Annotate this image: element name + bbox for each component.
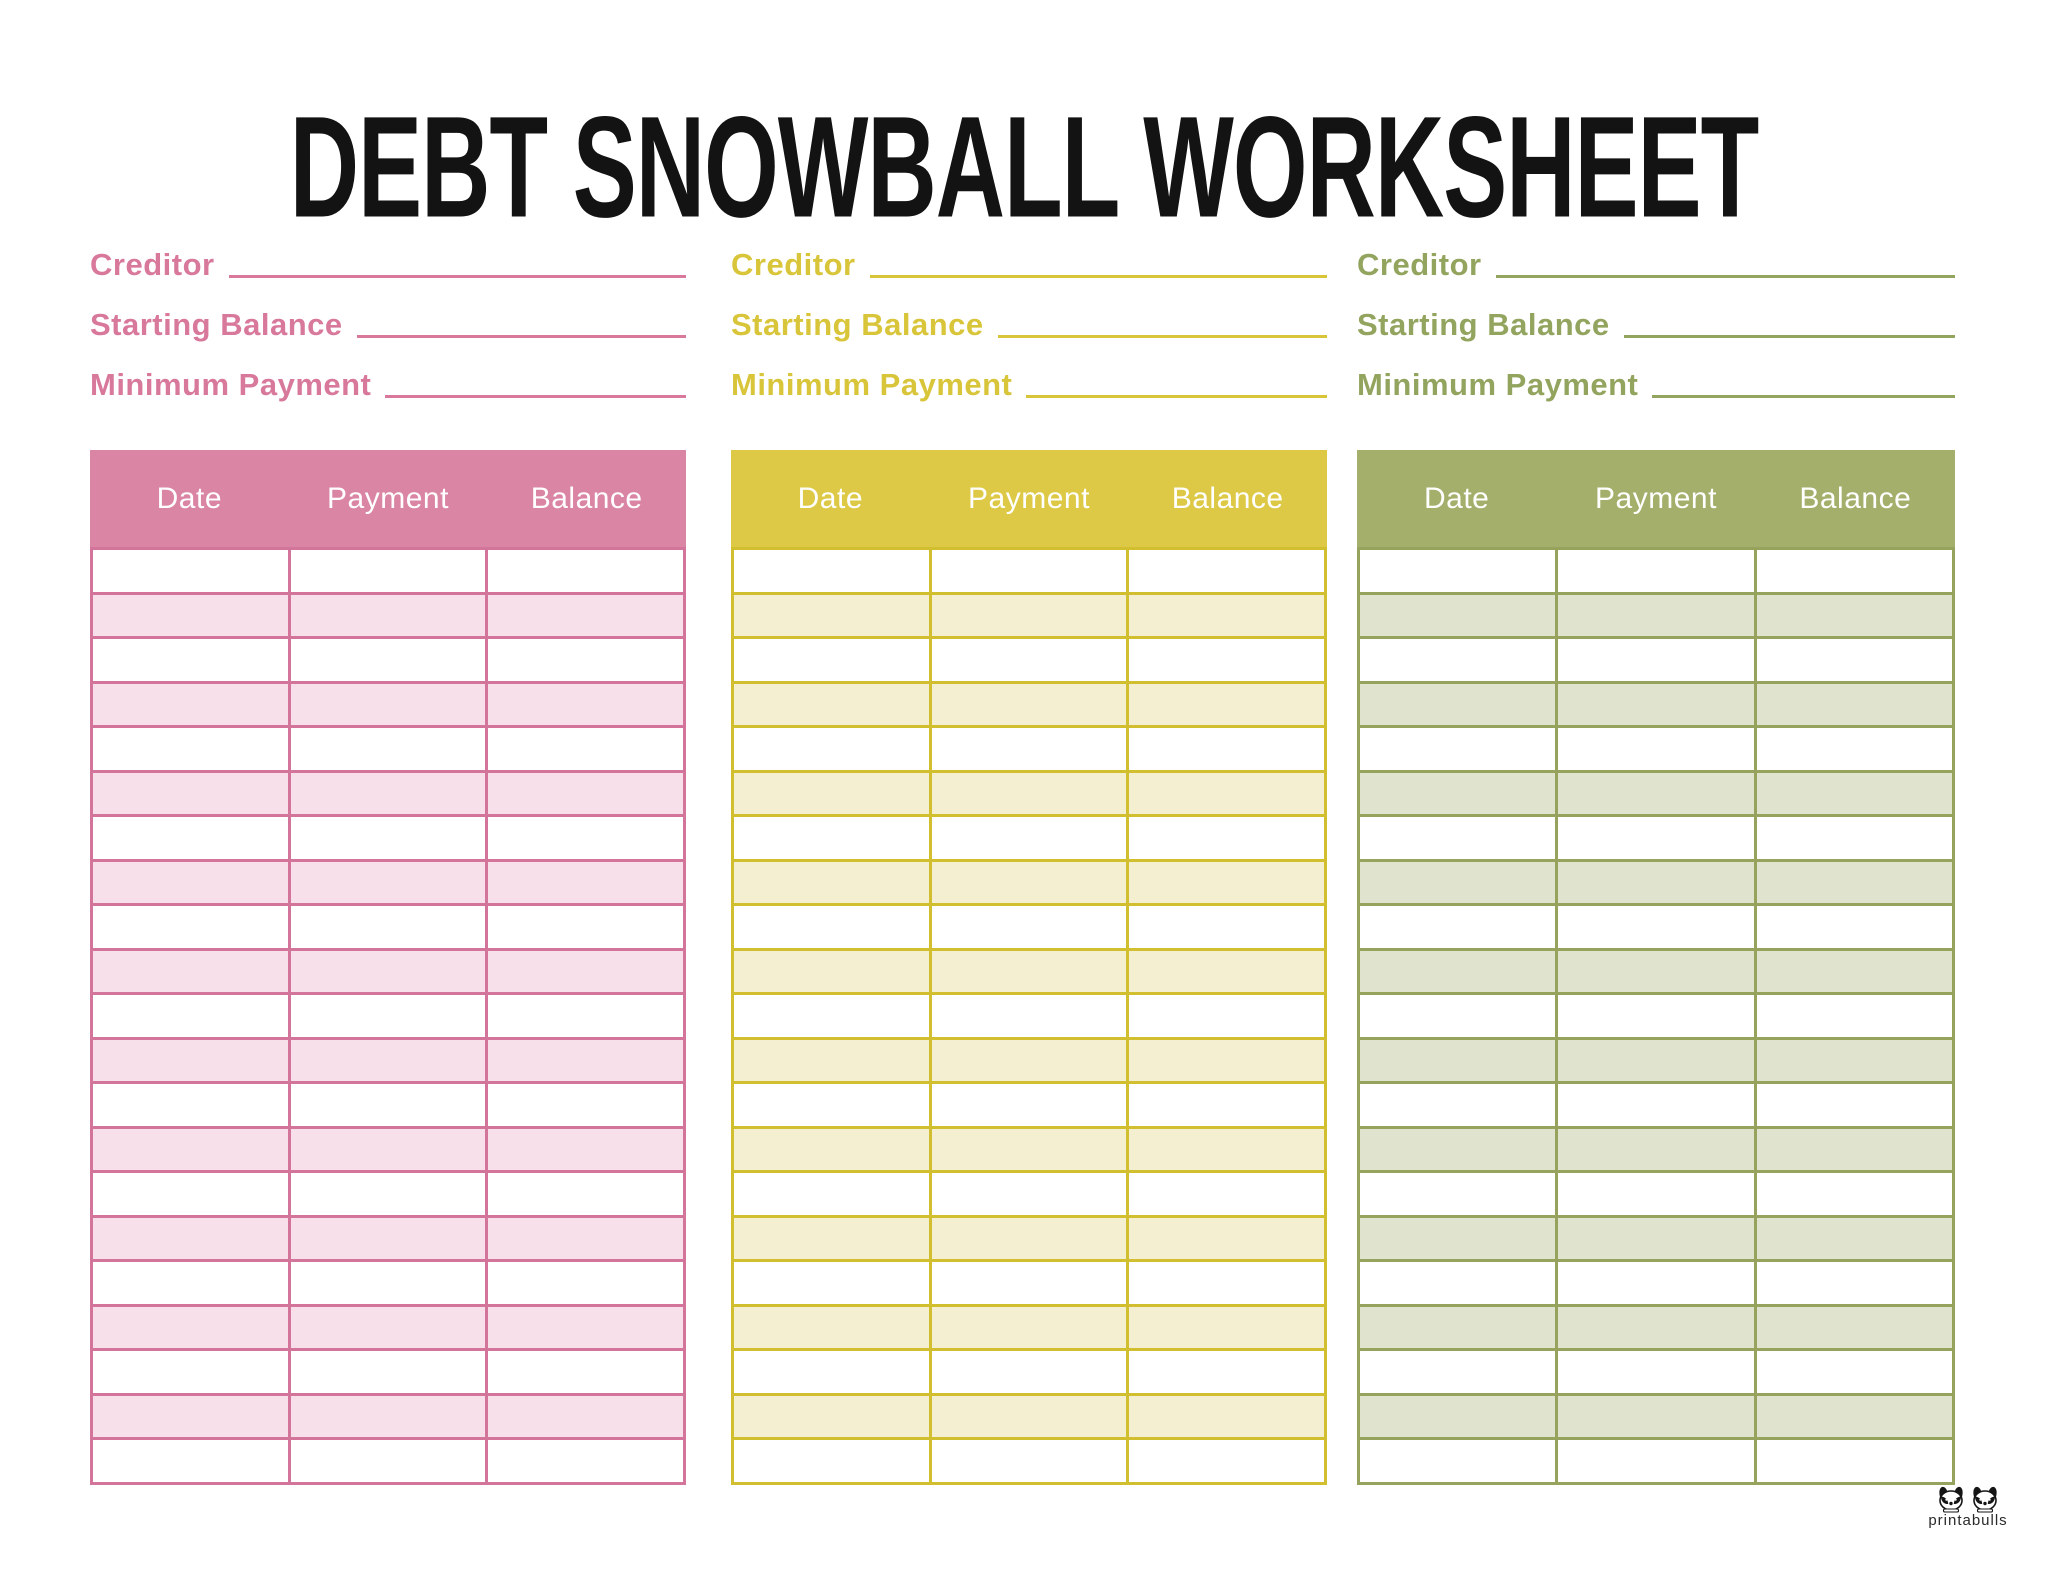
table-cell <box>932 1173 1127 1215</box>
table-cell <box>488 817 683 859</box>
table-cell <box>1757 1307 1952 1349</box>
table-cell <box>488 1218 683 1260</box>
table-cell <box>1757 550 1952 592</box>
table-cell <box>488 951 683 993</box>
table-cell <box>1558 862 1753 904</box>
table-cell <box>1558 906 1753 948</box>
table-cell <box>488 995 683 1037</box>
table-cell <box>93 1262 288 1304</box>
table-cell <box>488 1084 683 1126</box>
debt-column-1 <box>90 240 686 1485</box>
table-cell <box>932 595 1127 637</box>
table-cell <box>93 951 288 993</box>
page-title: DEBT SNOWBALL WORKSHEET <box>289 87 1759 248</box>
table-cell <box>1360 1040 1555 1082</box>
table-cell <box>1129 684 1324 726</box>
table-cell <box>932 1396 1127 1438</box>
table-cell <box>93 1218 288 1260</box>
table-cell <box>488 1262 683 1304</box>
table-cell <box>1757 595 1952 637</box>
table-cell <box>488 1040 683 1082</box>
table-cell <box>1129 951 1324 993</box>
table-cell <box>291 1307 486 1349</box>
table-cell <box>93 1396 288 1438</box>
table-cell <box>734 1262 929 1304</box>
table-cell <box>488 862 683 904</box>
table-cell <box>1129 550 1324 592</box>
table-cell <box>488 595 683 637</box>
table-cell <box>1129 728 1324 770</box>
table-cell <box>932 1040 1127 1082</box>
table-cell <box>93 684 288 726</box>
table-cell <box>291 1218 486 1260</box>
table-cell <box>1558 1173 1753 1215</box>
table-cell <box>488 1351 683 1393</box>
table-cell <box>734 684 929 726</box>
table-cell <box>932 995 1127 1037</box>
table-cell <box>734 1396 929 1438</box>
table-cell <box>1129 595 1324 637</box>
table-cell <box>932 906 1127 948</box>
starting-balance-field <box>731 300 1327 342</box>
table-cell <box>1129 906 1324 948</box>
table-cell <box>488 1440 683 1482</box>
table-cell <box>93 995 288 1037</box>
table-cell <box>291 728 486 770</box>
table-cell <box>1360 550 1555 592</box>
table-cell <box>734 1218 929 1260</box>
table-cell <box>734 1129 929 1171</box>
table-cell <box>932 951 1127 993</box>
table-cell <box>1129 1440 1324 1482</box>
table-cell <box>291 1262 486 1304</box>
table-cell <box>488 1307 683 1349</box>
table-cell <box>291 550 486 592</box>
table-cell <box>291 1351 486 1393</box>
table-cell <box>1129 1173 1324 1215</box>
table-cell <box>932 862 1127 904</box>
debt-column-2 <box>731 240 1327 1485</box>
col-header-date: Date <box>156 481 223 515</box>
table-cell <box>93 1084 288 1126</box>
table-cell <box>1757 728 1952 770</box>
debt-column-3 <box>1357 240 1955 1485</box>
starting-balance-field <box>90 300 686 342</box>
table-cell <box>734 1040 929 1082</box>
table-cell <box>1360 906 1555 948</box>
minimum-payment-fill-line <box>1652 395 1955 398</box>
table-cell <box>1360 728 1555 770</box>
starting-balance-fill-line <box>998 335 1327 338</box>
table-cell <box>1360 1262 1555 1304</box>
table-cell <box>291 817 486 859</box>
table-body <box>731 547 1327 1485</box>
table-cell <box>1757 951 1952 993</box>
table-cell <box>1558 1218 1753 1260</box>
table-cell <box>93 550 288 592</box>
table-cell <box>93 595 288 637</box>
table-cell <box>1129 995 1324 1037</box>
table-cell <box>1129 1040 1324 1082</box>
col-header-date: Date <box>797 481 864 515</box>
table-cell <box>734 550 929 592</box>
table-cell <box>291 951 486 993</box>
table-cell <box>1757 1084 1952 1126</box>
table-cell <box>1129 862 1324 904</box>
table-cell <box>932 1218 1127 1260</box>
table-cell <box>1757 817 1952 859</box>
table-cell <box>93 906 288 948</box>
table-cell <box>1360 1173 1555 1215</box>
table-cell <box>932 773 1127 815</box>
starting-balance-fill-line <box>1624 335 1955 338</box>
creditor-fill-line <box>229 275 686 278</box>
creditor-fill-line <box>870 275 1327 278</box>
table-cell <box>932 1307 1127 1349</box>
table-cell <box>1558 1396 1753 1438</box>
table-cell <box>1558 728 1753 770</box>
table-cell <box>1129 1307 1324 1349</box>
table-cell <box>1129 817 1324 859</box>
table-cell <box>734 906 929 948</box>
table-cell <box>1129 1129 1324 1171</box>
table-cell <box>1360 1218 1555 1260</box>
table-cell <box>1129 1396 1324 1438</box>
table-cell <box>734 728 929 770</box>
table-cell <box>1129 1262 1324 1304</box>
table-cell <box>1558 1040 1753 1082</box>
creditor-field <box>731 240 1327 282</box>
table-cell <box>734 1307 929 1349</box>
table-header-row <box>1357 450 1955 547</box>
table-cell <box>291 595 486 637</box>
table-cell <box>1757 995 1952 1037</box>
table-cell <box>1757 773 1952 815</box>
table-cell <box>734 1351 929 1393</box>
table-cell <box>291 1129 486 1171</box>
table-cell <box>932 1262 1127 1304</box>
table-cell <box>1757 1262 1952 1304</box>
table-cell <box>1360 1440 1555 1482</box>
table-cell <box>1757 906 1952 948</box>
table-cell <box>1757 862 1952 904</box>
table-cell <box>93 1173 288 1215</box>
table-cell <box>1558 817 1753 859</box>
table-cell <box>1360 684 1555 726</box>
table-cell <box>734 862 929 904</box>
table-cell <box>1360 862 1555 904</box>
table-cell <box>1558 1351 1753 1393</box>
table-header-row <box>90 450 686 547</box>
table-cell <box>1558 1084 1753 1126</box>
col-header-balance: Balance <box>530 481 643 515</box>
table-cell <box>488 1129 683 1171</box>
col-header-payment: Payment <box>968 481 1090 515</box>
printabulls-logo-text: printabulls <box>1928 1512 2008 1529</box>
col-header-payment: Payment <box>1595 481 1717 515</box>
table-cell <box>93 1040 288 1082</box>
table-cell <box>291 639 486 681</box>
table-cell <box>93 862 288 904</box>
table-cell <box>1360 817 1555 859</box>
col-header-balance: Balance <box>1799 481 1912 515</box>
table-cell <box>1757 1218 1952 1260</box>
table-cell <box>93 639 288 681</box>
table-cell <box>93 1129 288 1171</box>
table-cell <box>1360 995 1555 1037</box>
table-cell <box>1558 995 1753 1037</box>
table-cell <box>932 1351 1127 1393</box>
table-cell <box>932 817 1127 859</box>
minimum-payment-field <box>1357 360 1955 402</box>
table-cell <box>1360 951 1555 993</box>
table-cell <box>1558 773 1753 815</box>
table-cell <box>291 684 486 726</box>
table-cell <box>291 1173 486 1215</box>
minimum-payment-fill-line <box>385 395 686 398</box>
minimum-payment-label: Minimum Payment <box>731 367 1013 402</box>
table-cell <box>488 550 683 592</box>
minimum-payment-label: Minimum Payment <box>1357 367 1639 402</box>
table-cell <box>1757 1351 1952 1393</box>
creditor-field <box>1357 240 1955 282</box>
table-cell <box>1757 1129 1952 1171</box>
table-cell <box>734 639 929 681</box>
table-cell <box>291 906 486 948</box>
table-cell <box>1757 1440 1952 1482</box>
table-cell <box>488 906 683 948</box>
creditor-label: Creditor <box>90 247 215 282</box>
table-cell <box>734 951 929 993</box>
table-cell <box>488 1396 683 1438</box>
minimum-payment-field <box>90 360 686 402</box>
col-header-date: Date <box>1423 481 1490 515</box>
table-cell <box>1558 1440 1753 1482</box>
table-cell <box>932 550 1127 592</box>
table-cell <box>291 995 486 1037</box>
table-cell <box>93 1440 288 1482</box>
table-cell <box>1558 1307 1753 1349</box>
table-cell <box>93 728 288 770</box>
minimum-payment-fill-line <box>1026 395 1327 398</box>
creditor-fill-line <box>1496 275 1955 278</box>
table-cell <box>932 639 1127 681</box>
table-cell <box>1360 1307 1555 1349</box>
table-cell <box>291 862 486 904</box>
table-cell <box>1129 1218 1324 1260</box>
table-cell <box>1558 951 1753 993</box>
table-header-row <box>731 450 1327 547</box>
table-body <box>1357 547 1955 1485</box>
table-cell <box>291 1396 486 1438</box>
creditor-field <box>90 240 686 282</box>
table-cell <box>734 1440 929 1482</box>
starting-balance-field <box>1357 300 1955 342</box>
table-cell <box>1757 684 1952 726</box>
creditor-label: Creditor <box>1357 247 1482 282</box>
payment-table <box>731 450 1327 1485</box>
two-bulldogs-icon <box>1935 1483 2001 1513</box>
table-cell <box>734 1173 929 1215</box>
table-cell <box>1558 639 1753 681</box>
table-cell <box>488 728 683 770</box>
minimum-payment-label: Minimum Payment <box>90 367 372 402</box>
creditor-label: Creditor <box>731 247 856 282</box>
table-cell <box>93 773 288 815</box>
table-cell <box>1360 595 1555 637</box>
table-cell <box>1360 639 1555 681</box>
table-cell <box>734 995 929 1037</box>
table-cell <box>93 817 288 859</box>
table-cell <box>1129 639 1324 681</box>
table-cell <box>1558 595 1753 637</box>
table-cell <box>1129 1351 1324 1393</box>
table-cell <box>1558 1129 1753 1171</box>
table-cell <box>932 1084 1127 1126</box>
table-cell <box>734 595 929 637</box>
table-cell <box>1757 1040 1952 1082</box>
table-cell <box>932 1440 1127 1482</box>
table-cell <box>1558 1262 1753 1304</box>
table-cell <box>734 1084 929 1126</box>
table-cell <box>291 1040 486 1082</box>
table-cell <box>1129 1084 1324 1126</box>
table-cell <box>1757 1396 1952 1438</box>
table-cell <box>1757 639 1952 681</box>
table-cell <box>1360 1084 1555 1126</box>
starting-balance-label: Starting Balance <box>1357 307 1610 342</box>
table-cell <box>932 684 1127 726</box>
table-cell <box>488 684 683 726</box>
table-cell <box>1360 773 1555 815</box>
table-cell <box>1558 550 1753 592</box>
table-cell <box>1360 1396 1555 1438</box>
col-header-payment: Payment <box>327 481 449 515</box>
table-cell <box>488 639 683 681</box>
table-cell <box>291 773 486 815</box>
table-cell <box>734 817 929 859</box>
starting-balance-label: Starting Balance <box>731 307 984 342</box>
table-body <box>90 547 686 1485</box>
payment-table <box>1357 450 1955 1485</box>
printabulls-logo <box>1912 1483 2024 1529</box>
table-cell <box>291 1084 486 1126</box>
minimum-payment-field <box>731 360 1327 402</box>
table-cell <box>1360 1129 1555 1171</box>
table-cell <box>1558 684 1753 726</box>
table-cell <box>1129 773 1324 815</box>
table-cell <box>932 1129 1127 1171</box>
table-cell <box>1360 1351 1555 1393</box>
table-cell <box>291 1440 486 1482</box>
table-cell <box>93 1351 288 1393</box>
table-cell <box>932 728 1127 770</box>
payment-table <box>90 450 686 1485</box>
table-cell <box>1757 1173 1952 1215</box>
col-header-balance: Balance <box>1171 481 1284 515</box>
table-cell <box>488 1173 683 1215</box>
starting-balance-label: Starting Balance <box>90 307 343 342</box>
table-cell <box>488 773 683 815</box>
table-cell <box>734 773 929 815</box>
table-cell <box>93 1307 288 1349</box>
starting-balance-fill-line <box>357 335 686 338</box>
